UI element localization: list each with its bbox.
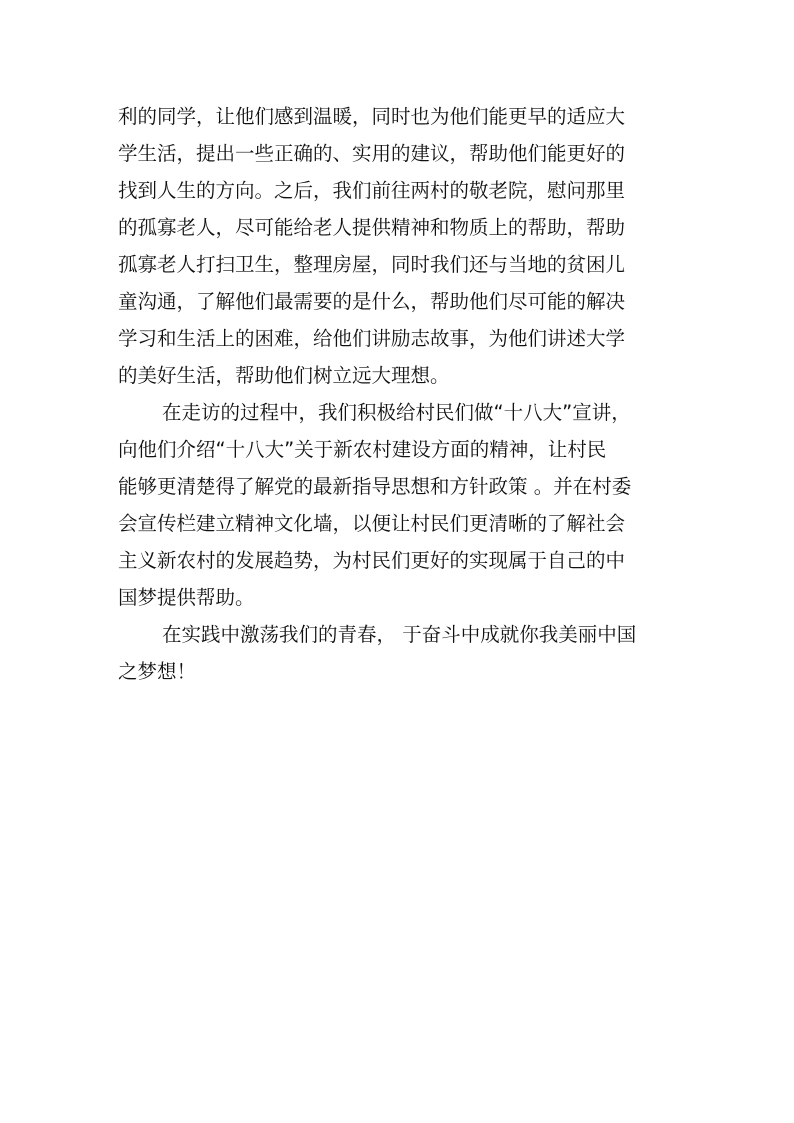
text-line: 之梦想！ <box>118 660 197 683</box>
text-line: 的孤寡老人，尽可能给老人提供精神和物质上的帮助，帮助 <box>118 216 626 239</box>
text-line: 的美好生活，帮助他们树立远大理想。 <box>118 364 450 387</box>
text-line: 学生活，提出一些正确的、实用的建议，帮助他们能更好的 <box>118 142 626 165</box>
text-line: 国梦提供帮助。 <box>118 586 255 609</box>
text-line: 会宣传栏建立精神文化墙，以便让村民们更清晰的了解社会 <box>118 512 626 535</box>
text-line: 童沟通，了解他们最需要的是什么，帮助他们尽可能的解决 <box>118 290 626 313</box>
text-line: 向他们介绍“十八大”关于新农村建设方面的精神，让村民 <box>118 438 607 461</box>
text-line: 找到人生的方向。之后，我们前往两村的敬老院，慰问那里 <box>118 179 626 202</box>
text-line: 能够更清楚得了解党的最新指导思想和方针政策 。并在村委 <box>118 475 632 498</box>
text-line: 主义新农村的发展趋势，为村民们更好的实现属于自己的中 <box>118 549 626 572</box>
paragraph-2 <box>118 394 678 616</box>
text-line: 孤寡老人打扫卫生，整理房屋，同时我们还与当地的贫困儿 <box>118 253 626 276</box>
text-line: 学习和生活上的困难，给他们讲励志故事，为他们讲述大学 <box>118 327 626 350</box>
document-body <box>118 98 678 690</box>
text-line-indented: 在走访的过程中，我们积极给村民们做“十八大”宣讲， <box>162 401 631 424</box>
text-line: 利的同学，让他们感到温暖，同时也为他们能更早的适应大 <box>118 105 626 128</box>
paragraph-3 <box>118 616 678 690</box>
paragraph-1 <box>118 98 678 394</box>
text-line-indented: 在实践中激荡我们的青春， 于奋斗中成就你我美丽中国 <box>162 623 637 646</box>
